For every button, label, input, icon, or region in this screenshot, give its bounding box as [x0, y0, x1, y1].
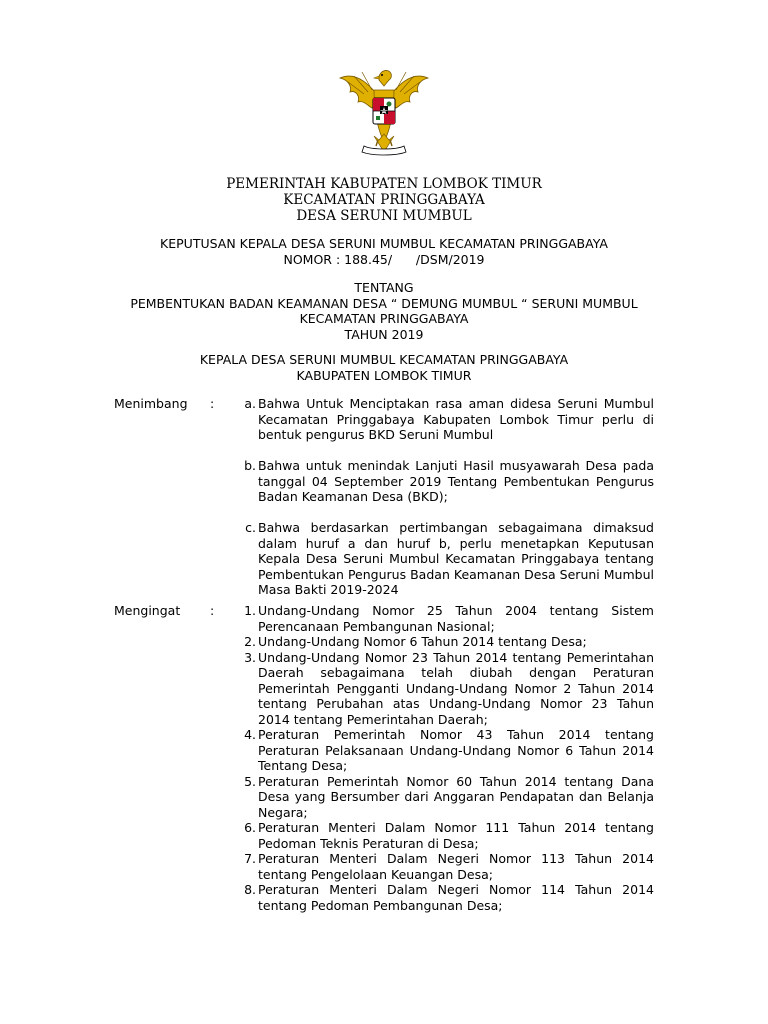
subject-line-3: TAHUN 2019 [344, 326, 424, 342]
authority-line-2: KABUPATEN LOMBOK TIMUR [296, 367, 472, 383]
list-item [232, 851, 654, 882]
item-marker: 1. [244, 603, 256, 618]
mengingat-section [114, 603, 654, 913]
list-item [232, 727, 654, 774]
item-text: Peraturan Pemerintah Nomor 43 Tahun 2014 tentang Peraturan Pelaksanaan Undang-Undang Nomor 6 Tahun 2014 Tentang Desa; [258, 727, 654, 773]
item-text: Peraturan Menteri Dalam Negeri Nomor 114 Tahun 2014 tentang Pedoman Pembangunan Desa; [258, 882, 654, 913]
list-item [232, 774, 654, 821]
decree-title: KEPUTUSAN KEPALA DESA SERUNI MUMBUL KECAMATAN PRINGGABAYA [160, 236, 608, 251]
issuing-authority [0, 352, 768, 383]
mengingat-colon: : [210, 603, 215, 618]
list-item [232, 882, 654, 913]
list-item [232, 603, 654, 634]
header-village: DESA SERUNI MUMBUL [296, 208, 472, 224]
item-text: Undang-Undang Nomor 25 Tahun 2004 tentang Sistem Perencanaan Pembangunan Nasional; [258, 603, 654, 634]
item-text: Peraturan Menteri Dalam Nomor 111 Tahun 2014 tentang Pedoman Teknis Peraturan di Desa; [258, 820, 654, 851]
item-text: Bahwa Untuk Menciptakan rasa aman didesa Seruni Mumbul Kecamatan Pringgabaya Kabupaten Lombok Timur perlu di bentuk pengurus BKD Seruni Mumbul [258, 396, 654, 442]
item-marker: 2. [244, 634, 256, 649]
list-item [232, 396, 654, 443]
menimbang-section [114, 396, 654, 613]
government-header [0, 176, 768, 224]
decree-number: NOMOR : 188.45/ /DSM/2019 [283, 251, 485, 267]
garuda-icon [334, 60, 434, 160]
item-marker: 6. [244, 820, 256, 835]
list-item [232, 458, 654, 505]
subject-line-1: PEMBENTUKAN BADAN KEAMANAN DESA “ DEMUNG MUMBUL “ SERUNI MUMBUL [130, 295, 638, 311]
mengingat-label: Mengingat [114, 603, 181, 618]
list-item [232, 650, 654, 728]
item-marker: 5. [244, 773, 256, 789]
list-item [232, 520, 654, 598]
decree-heading [0, 236, 768, 267]
item-text: Peraturan Menteri Dalam Negeri Nomor 113 Tahun 2014 tentang Pengelolaan Keuangan Desa; [258, 851, 654, 882]
header-regency: PEMERINTAH KABUPATEN LOMBOK TIMUR [226, 176, 542, 192]
item-text: Undang-Undang Nomor 6 Tahun 2014 tentang Desa; [258, 634, 587, 649]
item-marker: a. [244, 396, 256, 411]
decree-subject [0, 280, 768, 342]
header-district: KECAMATAN PRINGGABAYA [283, 192, 485, 208]
item-marker: 3. [244, 649, 256, 665]
item-marker: 7. [244, 851, 256, 866]
menimbang-colon: : [210, 396, 215, 411]
subject-about: TENTANG [354, 280, 414, 295]
menimbang-label: Menimbang [114, 396, 188, 411]
item-marker: b. [244, 458, 256, 473]
item-text: Undang-Undang Nomor 23 Tahun 2014 tentang Pemerintahan Daerah sebagaimana telah diubah dengan Peraturan Pemerintah Pengganti Undang-Undang Nomor 2 Tahun 2014 tentang Perubahan atas Undang-Undang Nomor 23 Tahun 2014 tentang Pemerintahan Daerah; [258, 649, 654, 727]
list-item [232, 820, 654, 851]
item-text: Peraturan Pemerintah Nomor 60 Tahun 2014 tentang Dana Desa yang Bersumber dari Anggaran Pendapatan dan Belanja Negara; [258, 773, 654, 820]
list-item [232, 634, 654, 650]
garuda-pancasila-emblem [334, 60, 434, 160]
item-marker: 8. [244, 882, 256, 897]
item-text: Bahwa berdasarkan pertimbangan sebagaimana dimaksud dalam huruf a dan huruf b, perlu menetapkan Keputusan Kepala Desa Seruni Mumbul Kecamatan Pringgabaya tentang Pembentukan Pengurus Badan Keamanan Desa Seruni Mumbul Masa Bakti 2019-2024 [258, 520, 654, 597]
item-text: Bahwa untuk menindak Lanjuti Hasil musyawarah Desa pada tanggal 04 September 2019 Tentang Pembentukan Pengurus Badan Keamanan Desa (BKD); [258, 458, 654, 504]
subject-line-2: KECAMATAN PRINGGABAYA [299, 311, 469, 326]
item-marker: c. [245, 520, 256, 535]
item-marker: 4. [244, 727, 256, 742]
authority-line-1: KEPALA DESA SERUNI MUMBUL KECAMATAN PRINGGABAYA [199, 352, 569, 367]
